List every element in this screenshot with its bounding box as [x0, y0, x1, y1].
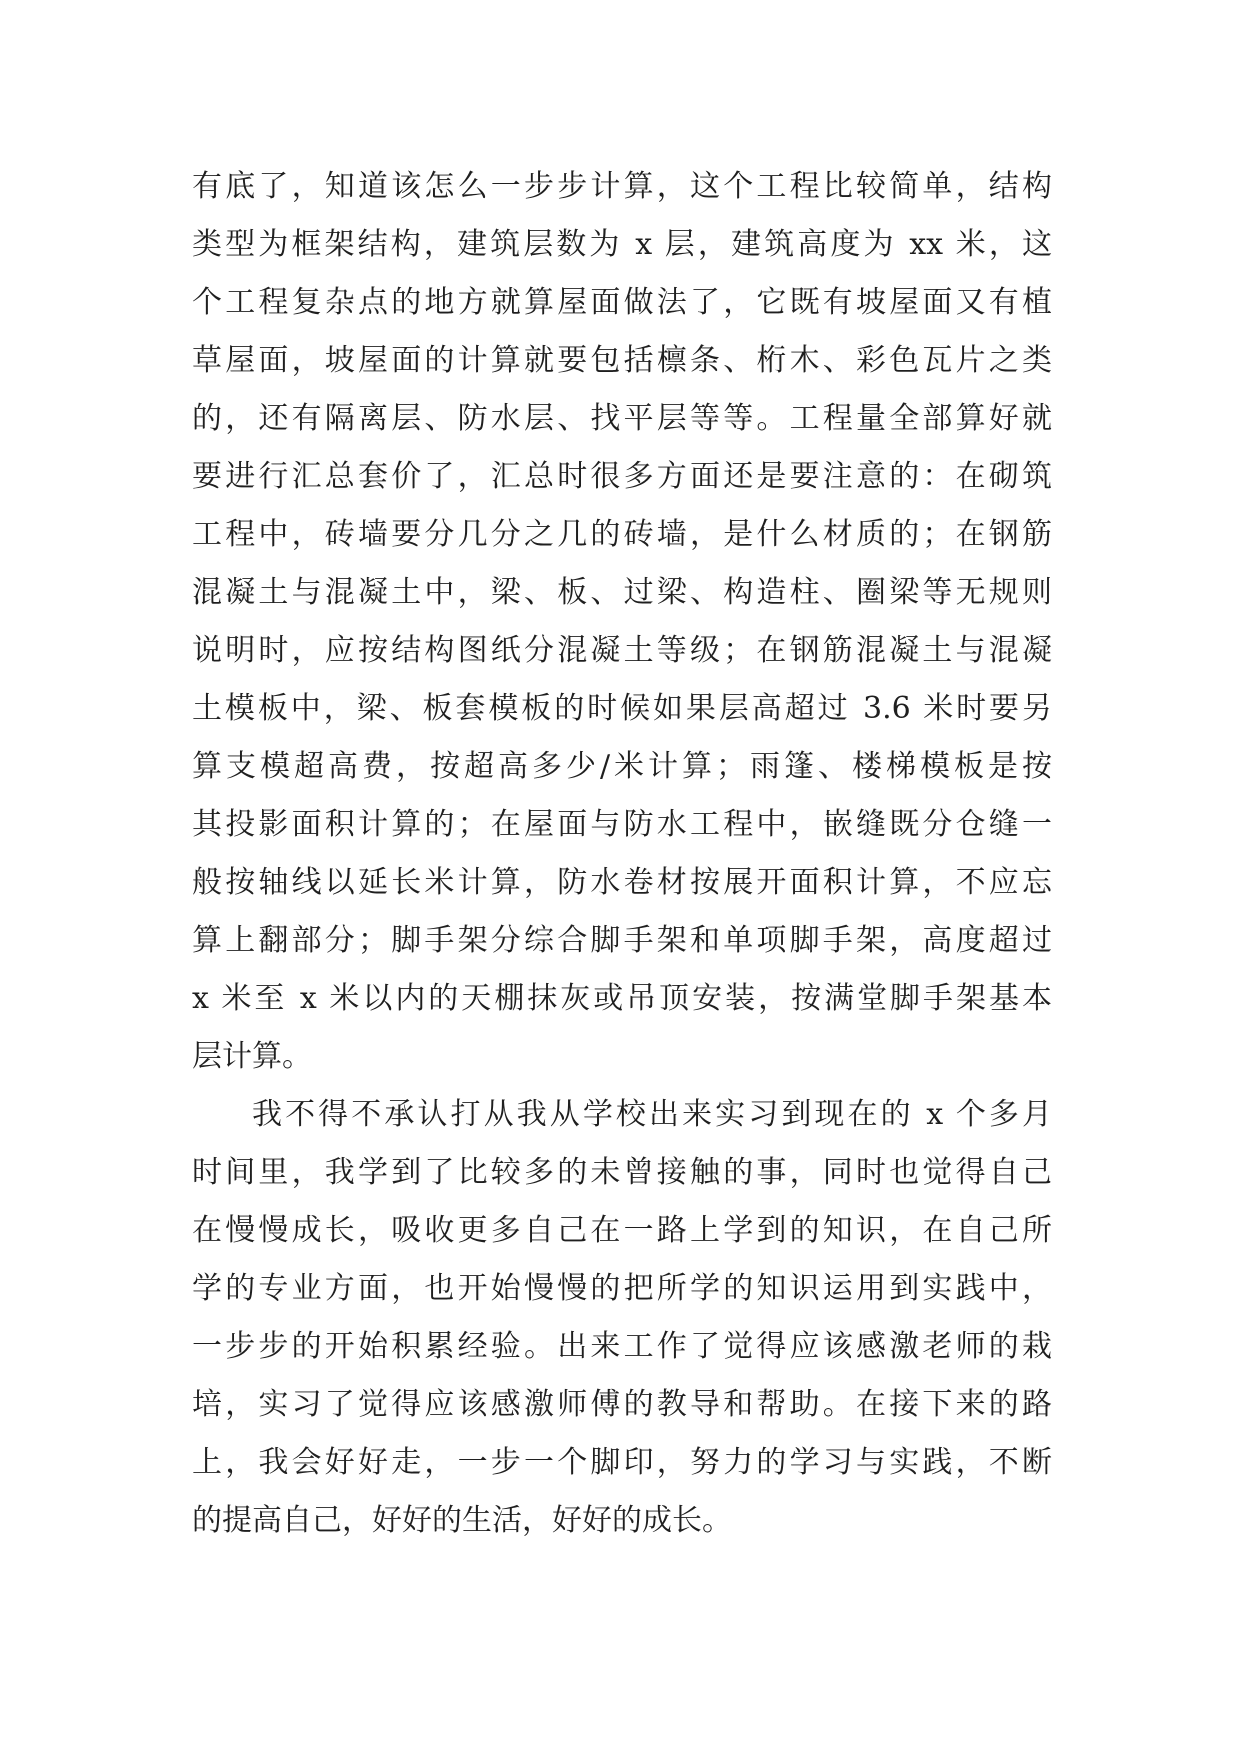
body-text [192, 158, 1052, 1550]
paragraph-2 [192, 1086, 1052, 1550]
text-line: 算上翻部分；脚手架分综合脚手架和单项脚手架，高度超过 [192, 923, 1052, 958]
text-line: 一步步的开始积累经验。出来工作了觉得应该感激老师的栽 [192, 1329, 1052, 1364]
text-line: 工程中，砖墙要分几分之几的砖墙，是什么材质的；在钢筋 [192, 517, 1052, 552]
text-line: 时间里，我学到了比较多的未曾接触的事，同时也觉得自己 [192, 1155, 1052, 1190]
text-line: 在慢慢成长，吸收更多自己在一路上学到的知识，在自己所 [192, 1213, 1052, 1248]
text-line: 学的专业方面，也开始慢慢的把所学的知识运用到实践中， [192, 1271, 1052, 1306]
text-line: 土模板中，梁、板套模板的时候如果层高超过 3.6 米时要另 [192, 691, 1052, 726]
text-line: 其投影面积计算的；在屋面与防水工程中，嵌缝既分仓缝一 [192, 807, 1052, 842]
text-line: 层计算。 [192, 1039, 312, 1074]
text-line: 类型为框架结构，建筑层数为 x 层，建筑高度为 xx 米，这 [192, 227, 1052, 262]
text-line: 的，还有隔离层、防水层、找平层等等。工程量全部算好就 [192, 401, 1052, 436]
text-line: 混凝土与混凝土中，梁、板、过梁、构造柱、圈梁等无规则 [192, 575, 1052, 610]
text-line: 个工程复杂点的地方就算屋面做法了，它既有坡屋面又有植 [192, 285, 1052, 320]
text-line: 有底了，知道该怎么一步步计算，这个工程比较简单，结构 [192, 169, 1052, 204]
text-line: 般按轴线以延长米计算，防水卷材按展开面积计算，不应忘 [192, 865, 1052, 900]
text-line: 培，实习了觉得应该感激师傅的教导和帮助。在接下来的路 [192, 1387, 1052, 1422]
text-line: 要进行汇总套价了，汇总时很多方面还是要注意的：在砌筑 [192, 459, 1052, 494]
text-line: 草屋面，坡屋面的计算就要包括檩条、桁木、彩色瓦片之类 [192, 343, 1052, 378]
text-line: 上，我会好好走，一步一个脚印，努力的学习与实践，不断 [192, 1445, 1052, 1480]
text-line: 算支模超高费，按超高多少/米计算；雨篷、楼梯模板是按 [192, 749, 1052, 784]
text-line: 我不得不承认打从我从学校出来实习到现在的 x 个多月 [252, 1097, 1052, 1132]
text-line: x 米至 x 米以内的天棚抹灰或吊顶安装，按满堂脚手架基本 [192, 981, 1052, 1016]
text-line: 的提高自己，好好的生活，好好的成长。 [192, 1503, 732, 1538]
paragraph-1 [192, 158, 1052, 1086]
text-line: 说明时，应按结构图纸分混凝土等级；在钢筋混凝土与混凝 [192, 633, 1052, 668]
